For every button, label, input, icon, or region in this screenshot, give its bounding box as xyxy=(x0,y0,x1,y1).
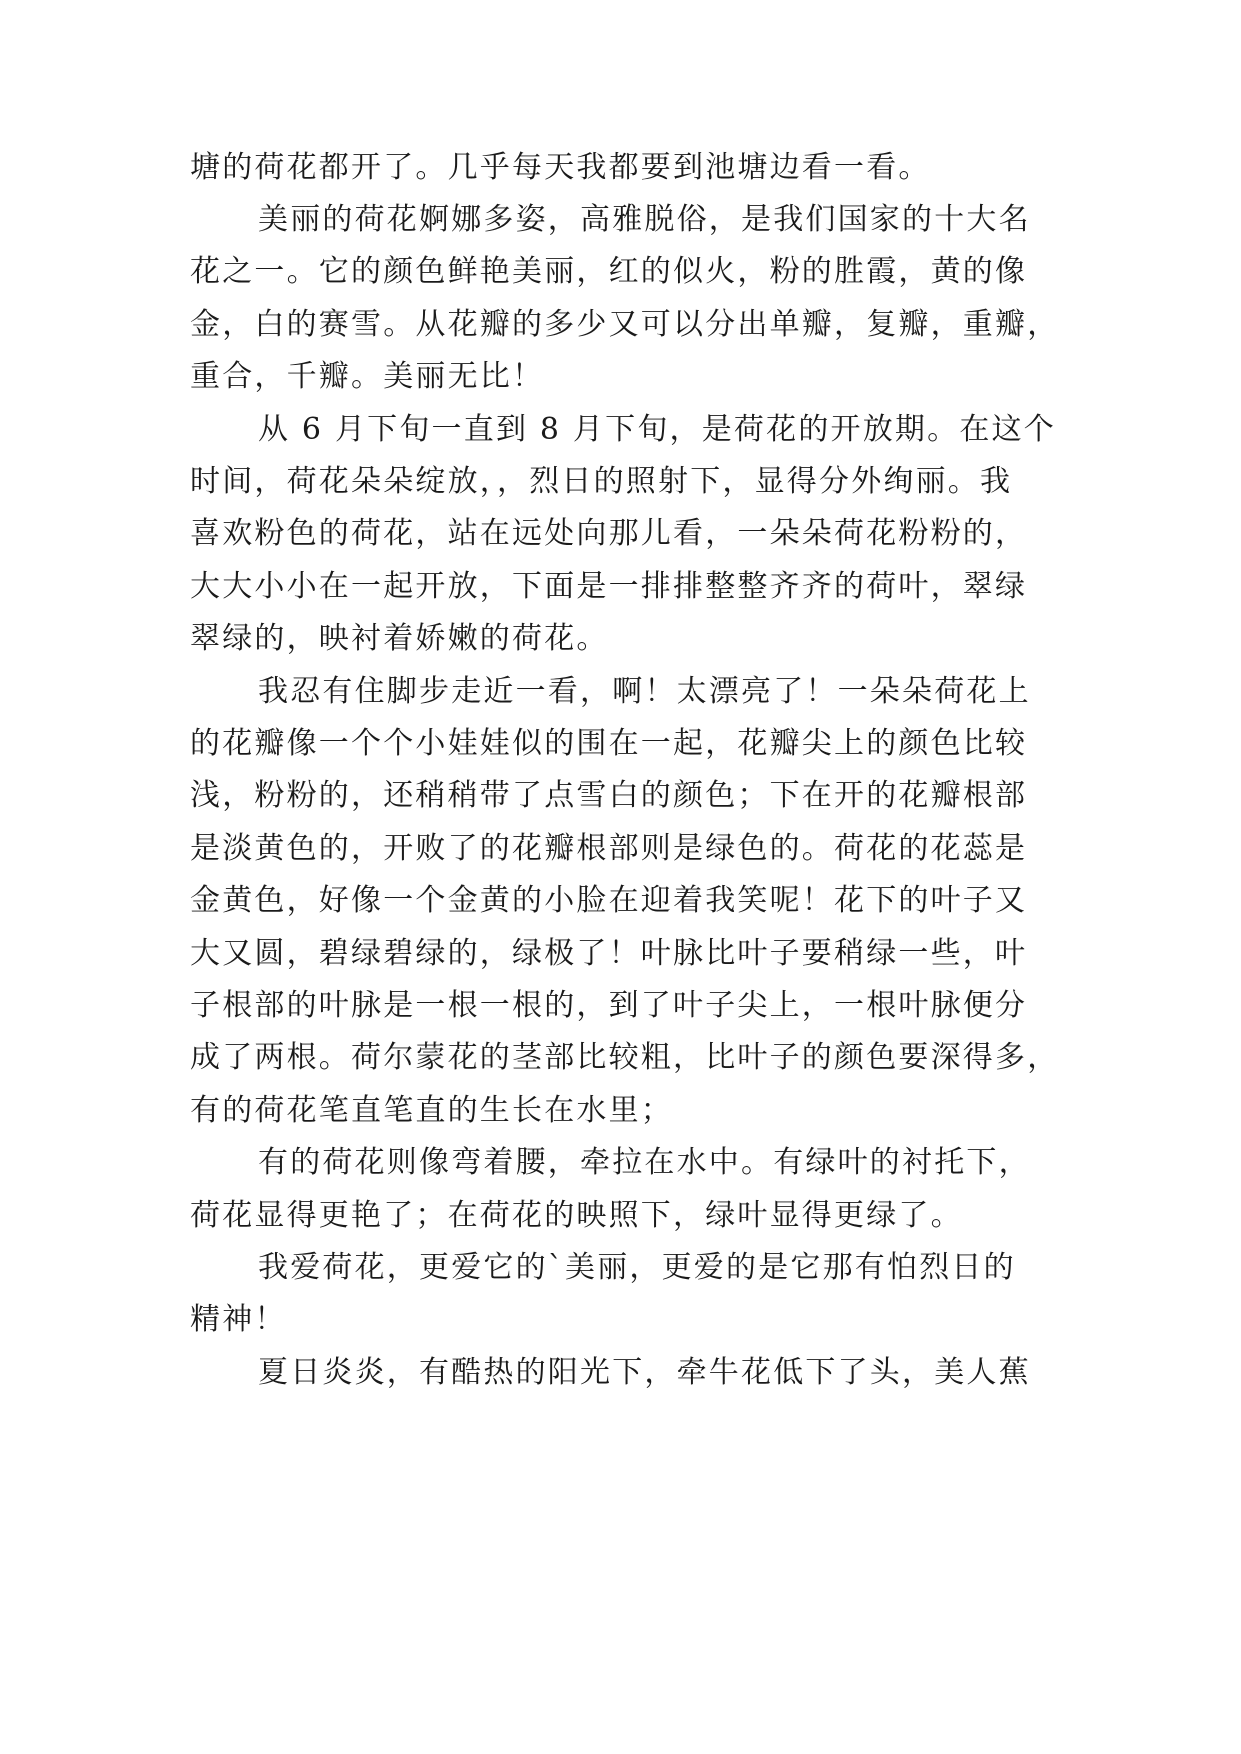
text-line: 的花瓣像一个个小娃娃似的围在一起，花瓣尖上的颜色比较 xyxy=(190,726,1028,761)
text-line: 成了两根。荷尔蒙花的茎部比较粗，比叶子的颜色要深得多， xyxy=(190,1040,1060,1075)
text-line: 是淡黄色的，开败了的花瓣根部则是绿色的。荷花的花蕊是 xyxy=(190,831,1028,866)
text-line: 重合，千瓣。美丽无比！ xyxy=(190,359,545,394)
text-line: 金，白的赛雪。从花瓣的多少又可以分出单瓣，复瓣，重瓣， xyxy=(190,307,1060,342)
text-line: 有的荷花笔直笔直的生长在水里； xyxy=(190,1093,673,1128)
text-line: 荷花显得更艳了；在荷花的映照下，绿叶显得更绿了。 xyxy=(190,1198,963,1233)
paragraph-start-line: 从 6 月下旬一直到 8 月下旬，是荷花的开放期。在这个 xyxy=(258,412,1056,447)
text-line: 时间，荷花朵朵绽放，，烈日的照射下，显得分外绚丽。我 xyxy=(190,464,1013,499)
paragraph-start-line: 有的荷花则像弯着腰，牵拉在水中。有绿叶的衬托下， xyxy=(258,1145,1031,1180)
text-line: 塘的荷花都开了。几乎每天我都要到池塘边看一看。 xyxy=(190,150,931,185)
text-line: 大又圆，碧绿碧绿的，绿极了！叶脉比叶子要稍绿一些，叶 xyxy=(190,936,1028,971)
text-line: 精神！ xyxy=(190,1302,287,1337)
paragraph-start-line: 我爱荷花，更爱它的`美丽，更爱的是它那有怕烈日的 xyxy=(258,1250,1016,1285)
paragraph-start-line: 夏日炎炎，有酷热的阳光下，牵牛花低下了头，美人蕉 xyxy=(258,1355,1031,1390)
text-line: 浅，粉粉的，还稍稍带了点雪白的颜色；下在开的花瓣根部 xyxy=(190,778,1028,813)
text-line: 大大小小在一起开放，下面是一排排整整齐齐的荷叶，翠绿 xyxy=(190,569,1028,604)
text-line: 喜欢粉色的荷花，站在远处向那儿看，一朵朵荷花粉粉的， xyxy=(190,516,1028,551)
text-line: 花之一。它的颜色鲜艳美丽，红的似火，粉的胜霞，黄的像 xyxy=(190,254,1028,289)
text-line: 子根部的叶脉是一根一根的，到了叶子尖上，一根叶脉便分 xyxy=(190,988,1028,1023)
text-line: 翠绿的，映衬着娇嫩的荷花。 xyxy=(190,621,609,656)
text-line: 金黄色，好像一个金黄的小脸在迎着我笑呢！花下的叶子又 xyxy=(190,883,1028,918)
paragraph-start-line: 我忍有住脚步走近一看，啊！太漂亮了！一朵朵荷花上 xyxy=(258,674,1031,709)
paragraph-start-line: 美丽的荷花婀娜多姿，高雅脱俗，是我们国家的十大名 xyxy=(258,202,1031,237)
